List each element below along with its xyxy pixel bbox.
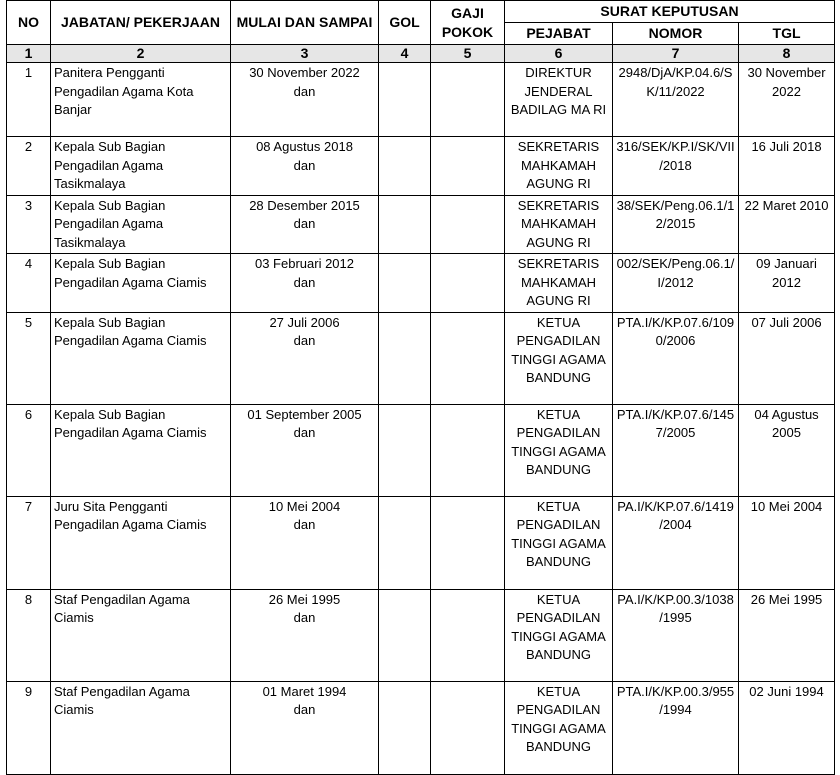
column-number: 4 (379, 45, 431, 63)
row-no: 3 (7, 195, 51, 254)
row-mulai-date: 01 Maret 1994 (262, 683, 347, 699)
row-sampai-text: dan (293, 274, 316, 290)
row-gaji-pokok (431, 589, 505, 681)
row-mulai-date: 08 Agustus 2018 (256, 139, 353, 154)
row-tgl: 16 Juli 2018 (739, 137, 835, 196)
column-number: 5 (431, 45, 505, 63)
row-gaji-pokok (431, 254, 505, 313)
row-pejabat: SEKRETARIS MAHKAMAH AGUNG RI (505, 195, 613, 254)
header-mulai-sampai: MULAI DAN SAMPAI (231, 1, 379, 45)
row-sampai-text: dan (293, 610, 316, 625)
row-mulai-date: 28 Desember 2015 (249, 197, 360, 213)
row-pejabat: SEKRETARIS MAHKAMAH AGUNG RI (505, 137, 613, 196)
row-no: 4 (7, 254, 51, 313)
row-jabatan: Kepala Sub Bagian Pengadilan Agama Ciamis (51, 312, 231, 404)
header-tgl: TGL (739, 23, 835, 45)
row-sampai-text: dan (293, 83, 316, 99)
row-mulai-sampai (231, 254, 379, 313)
row-gaji-pokok (431, 63, 505, 137)
row-nomor: PA.I/K/KP.00.3/1038/1995 (613, 589, 739, 681)
row-tgl: 30 November 2022 (739, 63, 835, 137)
row-tgl: 07 Juli 2006 (739, 312, 835, 404)
row-pejabat: KETUA PENGADILAN TINGGI AGAMA BANDUNG (505, 312, 613, 404)
column-number: 8 (739, 45, 835, 63)
row-gol (379, 681, 431, 774)
row-gol (379, 63, 431, 137)
row-no: 7 (7, 496, 51, 589)
row-tgl: 04 Agustus 2005 (739, 404, 835, 496)
row-no: 2 (7, 137, 51, 196)
row-pejabat: SEKRETARIS MAHKAMAH AGUNG RI (505, 254, 613, 313)
row-jabatan: Kepala Sub Bagian Pengadilan Agama Tasikmalaya (51, 195, 231, 254)
row-sampai-text: dan (293, 333, 316, 348)
table-body (7, 63, 835, 775)
row-sampai-text: dan (293, 425, 316, 440)
row-nomor: 316/SEK/KP.I/SK/VII/2018 (613, 137, 739, 196)
row-mulai-date: 27 Juli 2006 (269, 314, 340, 330)
row-sampai-text: dan (293, 216, 316, 231)
header-gol: GOL (379, 1, 431, 45)
column-number: 7 (613, 45, 739, 63)
row-tgl: 09 Januari 2012 (739, 254, 835, 313)
row-sampai-text: dan (293, 157, 316, 173)
row-pejabat: KETUA PENGADILAN TINGGI AGAMA BANDUNG (505, 589, 613, 681)
row-gol (379, 589, 431, 681)
table-header (7, 1, 835, 63)
row-gol (379, 195, 431, 254)
row-jabatan: Kepala Sub Bagian Pengadilan Agama Ciamis (51, 254, 231, 313)
row-gol (379, 137, 431, 196)
row-sampai-text: dan (293, 517, 316, 532)
row-nomor: PTA.I/K/KP.00.3/955/1994 (613, 681, 739, 774)
header-nomor: NOMOR (613, 23, 739, 45)
row-jabatan: Panitera Pengganti Pengadilan Agama Kota Banjar (51, 63, 231, 137)
row-mulai-sampai (231, 63, 379, 137)
table-row (7, 496, 835, 589)
row-pejabat: KETUA PENGADILAN TINGGI AGAMA BANDUNG (505, 681, 613, 774)
row-gaji-pokok (431, 195, 505, 254)
header-pejabat: PEJABAT (505, 23, 613, 45)
row-mulai-date: 03 Februari 2012 (254, 256, 354, 271)
header-jabatan: JABATAN/ PEKERJAAN (51, 1, 231, 45)
row-no: 5 (7, 312, 51, 404)
row-gaji-pokok (431, 681, 505, 774)
row-tgl: 26 Mei 1995 (739, 589, 835, 681)
header-surat-keputusan: SURAT KEPUTUSAN (505, 1, 835, 23)
row-jabatan: Kepala Sub Bagian Pengadilan Agama Ciamis (51, 404, 231, 496)
column-number-row (7, 45, 835, 63)
row-gol (379, 496, 431, 589)
table-row (7, 195, 835, 254)
table-row (7, 312, 835, 404)
row-tgl: 10 Mei 2004 (739, 496, 835, 589)
row-mulai-date: 30 November 2022 (249, 65, 360, 80)
row-mulai-sampai (231, 312, 379, 404)
column-number: 2 (51, 45, 231, 63)
row-gaji-pokok (431, 312, 505, 404)
table-row (7, 137, 835, 196)
riwayat-jabatan-table (6, 0, 835, 775)
row-jabatan: Kepala Sub Bagian Pengadilan Agama Tasikmalaya (51, 137, 231, 196)
row-mulai-date: 10 Mei 2004 (268, 498, 341, 514)
row-pejabat: DIREKTUR JENDERAL BADILAG MA RI (505, 63, 613, 137)
row-nomor: 002/SEK/Peng.06.1/I/2012 (613, 254, 739, 313)
row-gaji-pokok (431, 404, 505, 496)
row-mulai-sampai (231, 404, 379, 496)
row-no: 9 (7, 681, 51, 774)
row-jabatan: Staf Pengadilan Agama Ciamis (51, 681, 231, 774)
row-gaji-pokok (431, 496, 505, 589)
header-no: NO (7, 1, 51, 45)
row-gol (379, 312, 431, 404)
row-mulai-sampai (231, 681, 379, 774)
row-mulai-sampai (231, 496, 379, 589)
table-row (7, 681, 835, 774)
column-number: 6 (505, 45, 613, 63)
row-gaji-pokok (431, 137, 505, 196)
row-mulai-sampai (231, 137, 379, 196)
column-number: 3 (231, 45, 379, 63)
row-no: 1 (7, 63, 51, 137)
row-nomor: PTA.I/K/KP.07.6/1090/2006 (613, 312, 739, 404)
row-jabatan: Staf Pengadilan Agama Ciamis (51, 589, 231, 681)
table-row (7, 589, 835, 681)
table-row (7, 404, 835, 496)
table-row (7, 63, 835, 137)
row-nomor: 2948/DjA/KP.04.6/SK/11/2022 (613, 63, 739, 137)
row-sampai-text: dan (293, 702, 316, 717)
row-nomor: 38/SEK/Peng.06.1/12/2015 (613, 195, 739, 254)
row-pejabat: KETUA PENGADILAN TINGGI AGAMA BANDUNG (505, 404, 613, 496)
row-mulai-sampai (231, 195, 379, 254)
header-gaji-pokok: GAJI POKOK (431, 1, 505, 45)
row-no: 6 (7, 404, 51, 496)
row-mulai-date: 26 Mei 1995 (268, 591, 341, 607)
row-mulai-date: 01 September 2005 (247, 406, 362, 422)
column-number: 1 (7, 45, 51, 63)
row-pejabat: KETUA PENGADILAN TINGGI AGAMA BANDUNG (505, 496, 613, 589)
row-jabatan: Juru Sita Pengganti Pengadilan Agama Ciamis (51, 496, 231, 589)
row-tgl: 22 Maret 2010 (739, 195, 835, 254)
row-tgl: 02 Juni 1994 (739, 681, 835, 774)
row-gol (379, 254, 431, 313)
row-mulai-sampai (231, 589, 379, 681)
row-nomor: PTA.I/K/KP.07.6/1457/2005 (613, 404, 739, 496)
row-no: 8 (7, 589, 51, 681)
table-row (7, 254, 835, 313)
row-gol (379, 404, 431, 496)
row-nomor: PA.I/K/KP.07.6/1419/2004 (613, 496, 739, 589)
